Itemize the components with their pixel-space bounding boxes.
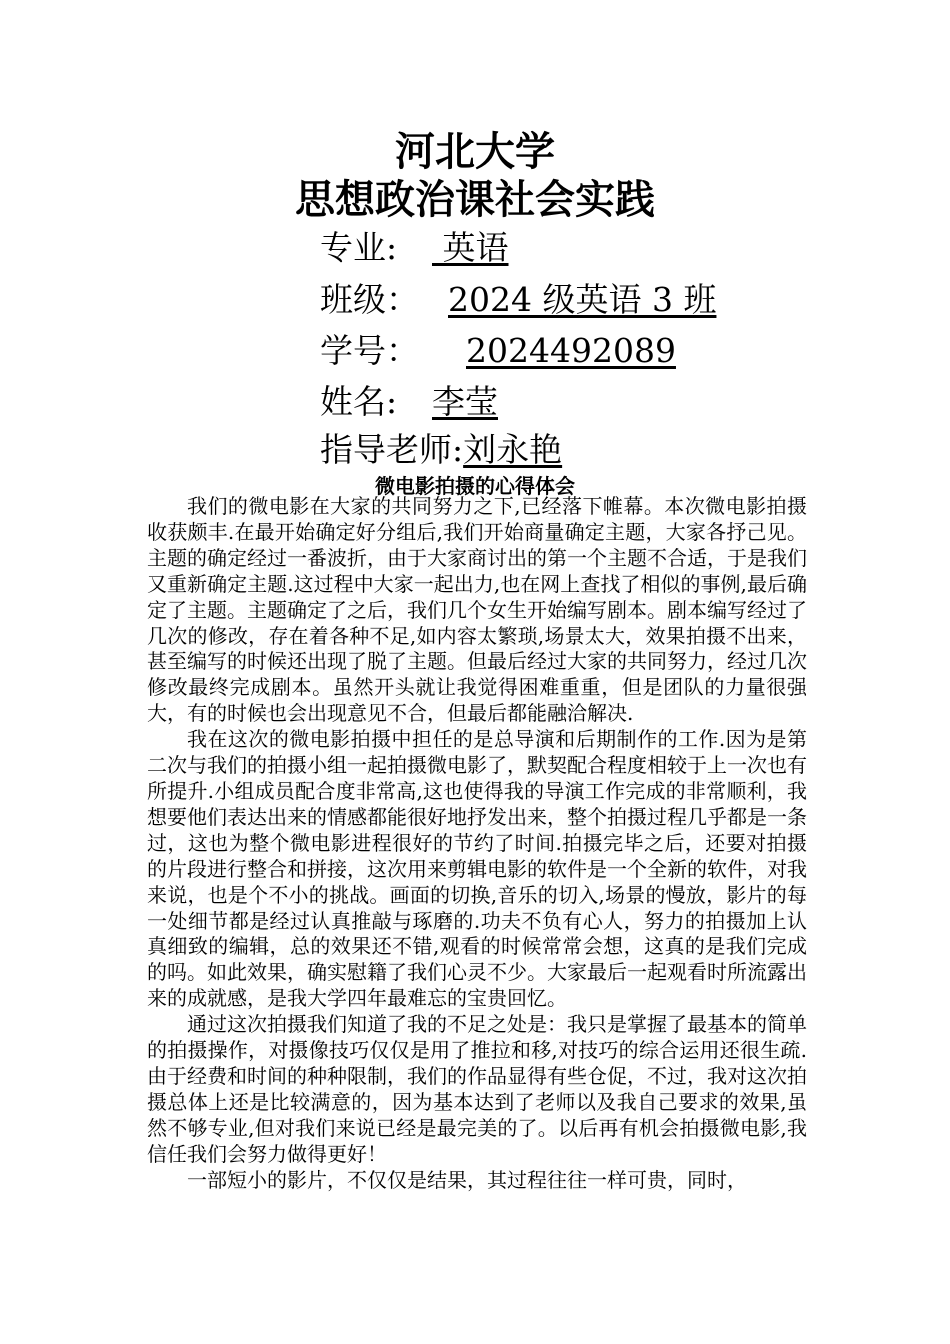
teacher-row: [320, 430, 562, 470]
student-id-label: 学号：: [320, 331, 419, 370]
university-title: 河北大学: [395, 129, 555, 175]
student-id-value: 2024492089: [466, 331, 676, 370]
class-row: [320, 280, 716, 320]
essay-paragraph: 通过这次拍摄我们知道了我的不足之处是：我只是掌握了最基本的简单的拍摄操作，对摄像技巧仅仅是用了推拉和移,对技巧的综合运用还很生疏.由于经费和时间的种种限制，我们的作品显得有些仓促，不过，我对这次拍摄总体上还是比较满意的，因为基本达到了老师以及我自己要求的效果,虽然不够专业,但对我们来说已经是最完美的了。以后再有机会拍摄微电影,我信任我们会努力做得更好！: [147, 1012, 807, 1166]
major-row: [320, 228, 509, 268]
major-label: 专业:: [320, 228, 398, 267]
essay-title: 微电影拍摄的心得体会: [375, 474, 575, 498]
class-label: 班级：: [320, 280, 419, 319]
student-id-row: [320, 331, 676, 371]
name-row: [320, 382, 498, 422]
name-value: 李莹: [432, 382, 498, 421]
name-label: 姓名:: [320, 382, 398, 421]
major-value: 英语: [432, 228, 509, 267]
course-title: 思想政治课社会实践: [295, 177, 655, 223]
teacher-label: 指导老师:: [320, 430, 464, 469]
teacher-value: 刘永艳: [463, 430, 563, 469]
essay-body: [147, 494, 807, 1193]
essay-paragraph: 我在这次的微电影拍摄中担任的是总导演和后期制作的工作.因为是第二次与我们的拍摄小组一起拍摄微电影了，默契配合程度相较于上一次也有所提升.小组成员配合度非常高,这也使得我的导演工作完成的非常顺利，我想要他们表达出来的情感都能很好地抒发出来，整个拍摄过程几乎都是一条过，这也为整个微电影进程很好的节约了时间.拍摄完毕之后，还要对拍摄的片段进行整合和拼接，这次用来剪辑电影的软件是一个全新的软件，对我来说，也是个不小的挑战。画面的切换,音乐的切入,场景的慢放，影片的每一处细节都是经过认真推敲与琢磨的.功夫不负有心人，努力的拍摄加上认真细致的编辑，总的效果还不错,观看的时候常常会想，这真的是我们完成的吗。如此效果，确实慰籍了我们心灵不少。大家最后一起观看时所流露出来的成就感，是我大学四年最难忘的宝贵回忆。: [147, 727, 807, 1011]
essay-paragraph: 我们的微电影在大家的共同努力之下,已经落下帷幕。本次微电影拍摄收获颇丰.在最开始确定好分组后,我们开始商量确定主题，大家各抒己见。主题的确定经过一番波折，由于大家商讨出的第一个主题不合适，于是我们又重新确定主题.这过程中大家一起出力,也在网上查找了相似的事例,最后确定了主题。主题确定了之后，我们几个女生开始编写剧本。剧本编写经过了几次的修改，存在着各种不足,如内容太繁琐,场景太大，效果拍摄不出来，甚至编写的时候还出现了脱了主题。但最后经过大家的共同努力，经过几次修改最终完成剧本。虽然开头就让我觉得困难重重，但是团队的力量很强大，有的时候也会出现意见不合，但最后都能融洽解决.: [147, 494, 807, 726]
essay-paragraph: 一部短小的影片，不仅仅是结果，其过程往往一样可贵，同时，: [187, 1167, 747, 1192]
class-value: 2024 级英语 3 班: [448, 280, 717, 319]
